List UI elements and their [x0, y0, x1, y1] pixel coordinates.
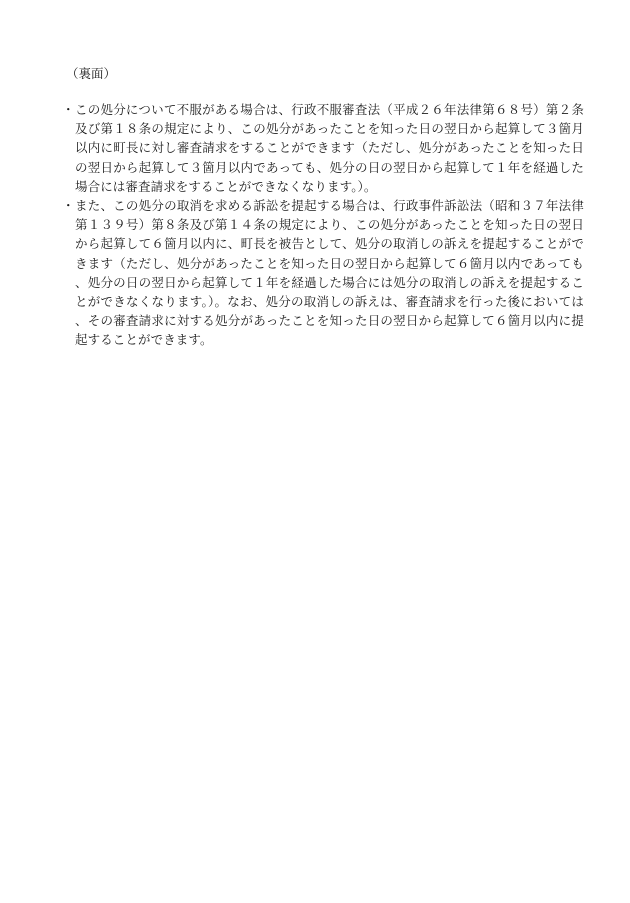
note-text-administrative-appeal: この処分について不服がある場合は、行政不服審査法（平成２６年法律第６８号）第２条及び第１８条の規定により、この処分があったことを知った日の翌日から起算して３箇月以内に町長に対し審査請求をすることができます（ただし、処分があったことを知った日の翌日から起算して３箇月以内であっても、処分の日の翌日から起算して１年を経過した場合には審査請求をすることができなくなります。）。 — [75, 102, 584, 194]
page-side-heading: （裏面） — [66, 66, 117, 81]
appeal-notes-list — [62, 100, 584, 350]
bullet-marker: ・ — [62, 102, 75, 117]
note-text-revocation-lawsuit: また、この処分の取消を求める訴訟を提起する場合は、行政事件訴訟法（昭和３７年法律第１３９号）第８条及び第１４条の規定により、この処分があったことを知った日の翌日から起算して６箇月以内に、町長を被告として、処分の取消しの訴えを提起することができます（ただし、処分があったことを知った日の翌日から起算して６箇月以内であっても、処分の日の翌日から起算して１年を経過した場合には処分の取消しの訴えを提起することができなくなります。）。なお、処分の取消しの訴えは、審査請求を行った後においては、その審査請求に対する処分があったことを知った日の翌日から起算して６箇月以内に提起することができます。 — [75, 198, 584, 348]
bullet-marker: ・ — [62, 198, 75, 214]
list-item-revocation-lawsuit — [62, 196, 584, 350]
list-item-administrative-appeal — [62, 100, 584, 196]
